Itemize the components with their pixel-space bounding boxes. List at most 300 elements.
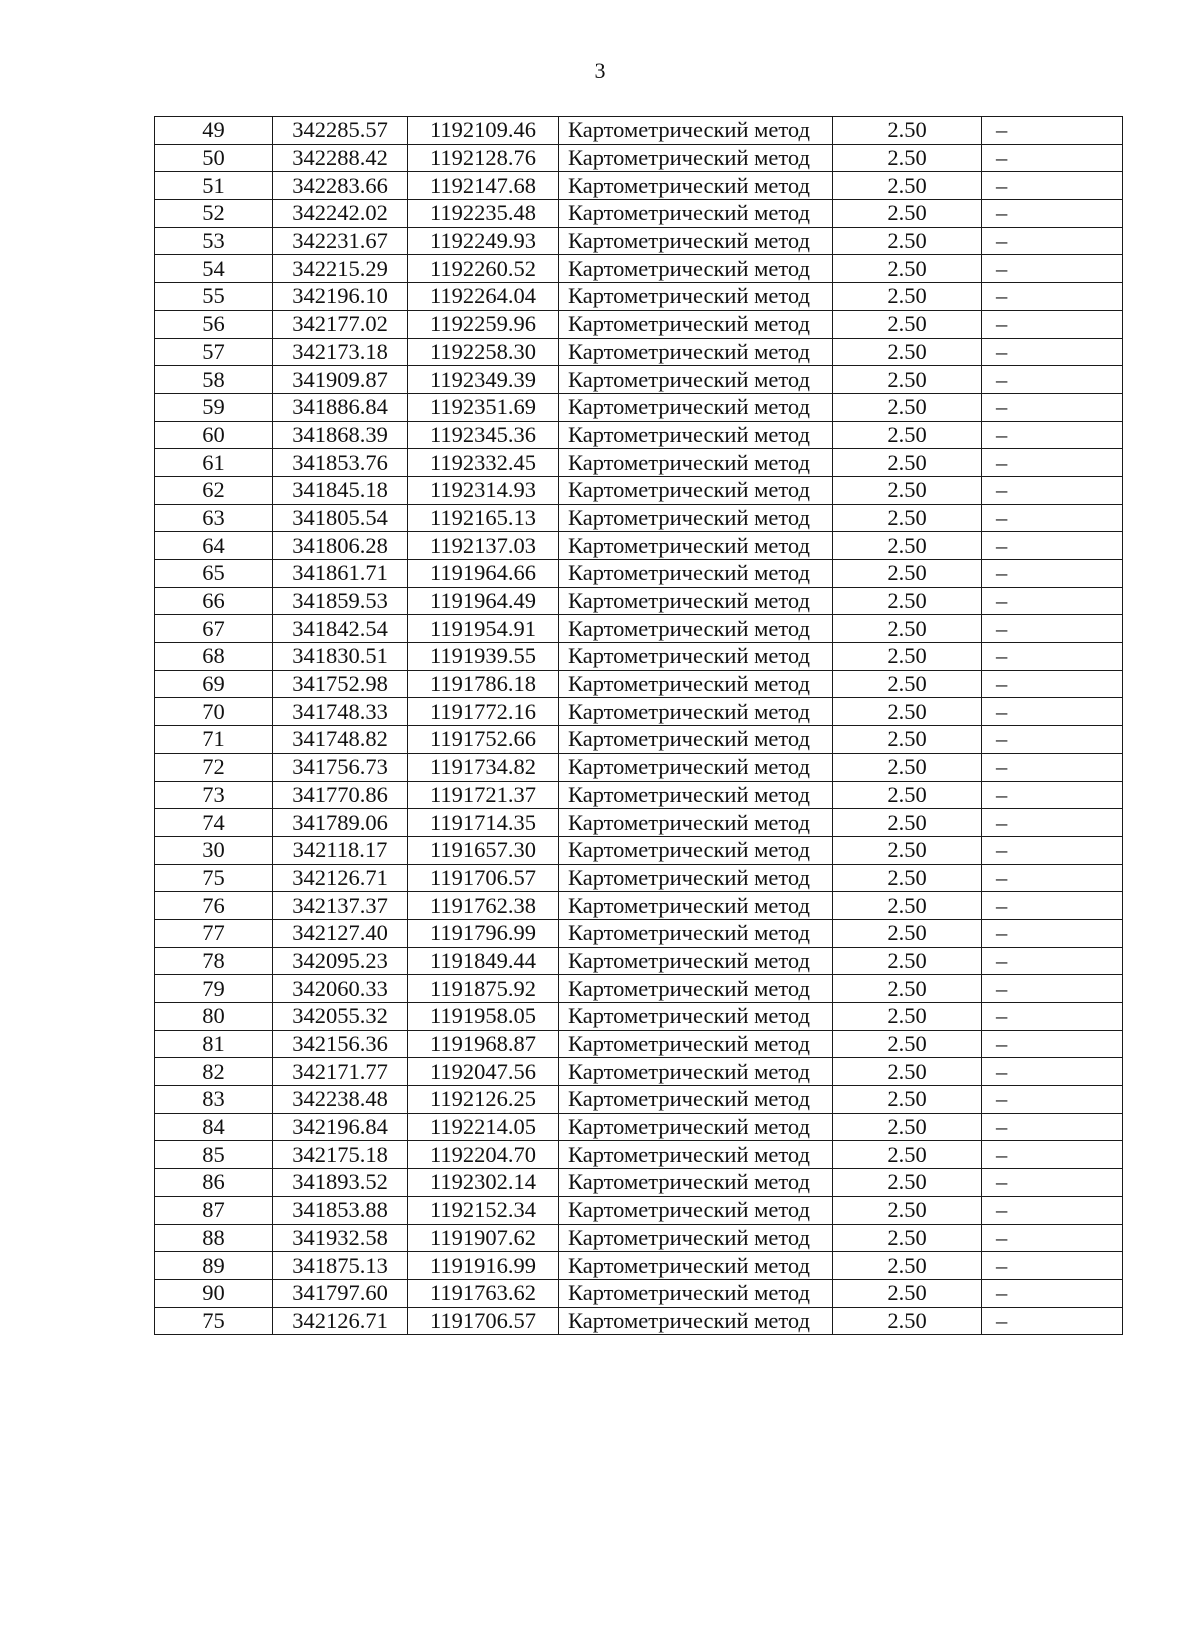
- point-number-cell: 63: [155, 504, 273, 532]
- description-cell: –: [982, 338, 1123, 366]
- accuracy-cell: 2.50: [833, 753, 982, 781]
- method-cell: Картометрический метод: [559, 449, 833, 477]
- coordinates-table: [154, 116, 1123, 1335]
- accuracy-cell: 2.50: [833, 476, 982, 504]
- x-coordinate-cell: 341797.60: [273, 1279, 408, 1307]
- x-coordinate-cell: 342285.57: [273, 117, 408, 145]
- table-row: [155, 1030, 1123, 1058]
- table-row: [155, 1252, 1123, 1280]
- accuracy-cell: 2.50: [833, 144, 982, 172]
- x-coordinate-cell: 342196.84: [273, 1113, 408, 1141]
- x-coordinate-cell: 341842.54: [273, 615, 408, 643]
- accuracy-cell: 2.50: [833, 504, 982, 532]
- description-cell: –: [982, 1030, 1123, 1058]
- point-number-cell: 82: [155, 1058, 273, 1086]
- y-coordinate-cell: 1191763.62: [408, 1279, 559, 1307]
- x-coordinate-cell: 342156.36: [273, 1030, 408, 1058]
- method-cell: Картометрический метод: [559, 310, 833, 338]
- method-cell: Картометрический метод: [559, 144, 833, 172]
- table-row: [155, 117, 1123, 145]
- description-cell: –: [982, 366, 1123, 394]
- description-cell: –: [982, 809, 1123, 837]
- accuracy-cell: 2.50: [833, 864, 982, 892]
- y-coordinate-cell: 1192047.56: [408, 1058, 559, 1086]
- description-cell: –: [982, 975, 1123, 1003]
- method-cell: Картометрический метод: [559, 643, 833, 671]
- description-cell: –: [982, 504, 1123, 532]
- y-coordinate-cell: 1191875.92: [408, 975, 559, 1003]
- point-number-cell: 89: [155, 1252, 273, 1280]
- point-number-cell: 49: [155, 117, 273, 145]
- y-coordinate-cell: 1192259.96: [408, 310, 559, 338]
- point-number-cell: 80: [155, 1003, 273, 1031]
- method-cell: Картометрический метод: [559, 615, 833, 643]
- description-cell: –: [982, 1169, 1123, 1197]
- x-coordinate-cell: 341861.71: [273, 560, 408, 588]
- table-row: [155, 338, 1123, 366]
- method-cell: Картометрический метод: [559, 919, 833, 947]
- point-number-cell: 59: [155, 393, 273, 421]
- x-coordinate-cell: 342126.71: [273, 1307, 408, 1335]
- point-number-cell: 88: [155, 1224, 273, 1252]
- point-number-cell: 56: [155, 310, 273, 338]
- description-cell: –: [982, 1003, 1123, 1031]
- table-row: [155, 1003, 1123, 1031]
- x-coordinate-cell: 342060.33: [273, 975, 408, 1003]
- description-cell: –: [982, 117, 1123, 145]
- method-cell: Картометрический метод: [559, 476, 833, 504]
- method-cell: Картометрический метод: [559, 836, 833, 864]
- x-coordinate-cell: 342288.42: [273, 144, 408, 172]
- x-coordinate-cell: 341748.33: [273, 698, 408, 726]
- method-cell: Картометрический метод: [559, 726, 833, 754]
- x-coordinate-cell: 342171.77: [273, 1058, 408, 1086]
- description-cell: –: [982, 449, 1123, 477]
- point-number-cell: 69: [155, 670, 273, 698]
- y-coordinate-cell: 1191734.82: [408, 753, 559, 781]
- method-cell: Картометрический метод: [559, 670, 833, 698]
- x-coordinate-cell: 342215.29: [273, 255, 408, 283]
- accuracy-cell: 2.50: [833, 255, 982, 283]
- point-number-cell: 30: [155, 836, 273, 864]
- y-coordinate-cell: 1191721.37: [408, 781, 559, 809]
- accuracy-cell: 2.50: [833, 698, 982, 726]
- description-cell: –: [982, 532, 1123, 560]
- accuracy-cell: 2.50: [833, 1141, 982, 1169]
- point-number-cell: 78: [155, 947, 273, 975]
- description-cell: –: [982, 1279, 1123, 1307]
- point-number-cell: 62: [155, 476, 273, 504]
- point-number-cell: 75: [155, 1307, 273, 1335]
- x-coordinate-cell: 341748.82: [273, 726, 408, 754]
- table-row: [155, 1086, 1123, 1114]
- y-coordinate-cell: 1191958.05: [408, 1003, 559, 1031]
- point-number-cell: 50: [155, 144, 273, 172]
- page-number: 3: [594, 58, 606, 83]
- accuracy-cell: 2.50: [833, 1307, 982, 1335]
- table-row: [155, 560, 1123, 588]
- x-coordinate-cell: 342055.32: [273, 1003, 408, 1031]
- table-row: [155, 1279, 1123, 1307]
- table-row: [155, 200, 1123, 228]
- point-number-cell: 54: [155, 255, 273, 283]
- method-cell: Картометрический метод: [559, 1058, 833, 1086]
- y-coordinate-cell: 1192147.68: [408, 172, 559, 200]
- table-row: [155, 836, 1123, 864]
- x-coordinate-cell: 341752.98: [273, 670, 408, 698]
- point-number-cell: 81: [155, 1030, 273, 1058]
- accuracy-cell: 2.50: [833, 1169, 982, 1197]
- y-coordinate-cell: 1192332.45: [408, 449, 559, 477]
- method-cell: Картометрический метод: [559, 172, 833, 200]
- point-number-cell: 53: [155, 227, 273, 255]
- table-row: [155, 1113, 1123, 1141]
- description-cell: –: [982, 947, 1123, 975]
- accuracy-cell: 2.50: [833, 1003, 982, 1031]
- method-cell: Картометрический метод: [559, 255, 833, 283]
- method-cell: Картометрический метод: [559, 1003, 833, 1031]
- coordinates-table-body: [155, 117, 1123, 1335]
- point-number-cell: 51: [155, 172, 273, 200]
- y-coordinate-cell: 1192260.52: [408, 255, 559, 283]
- table-row: [155, 615, 1123, 643]
- point-number-cell: 64: [155, 532, 273, 560]
- point-number-cell: 68: [155, 643, 273, 671]
- y-coordinate-cell: 1191786.18: [408, 670, 559, 698]
- x-coordinate-cell: 342238.48: [273, 1086, 408, 1114]
- y-coordinate-cell: 1192351.69: [408, 393, 559, 421]
- method-cell: Картометрический метод: [559, 864, 833, 892]
- y-coordinate-cell: 1191772.16: [408, 698, 559, 726]
- table-row: [155, 1224, 1123, 1252]
- description-cell: –: [982, 1252, 1123, 1280]
- table-row: [155, 809, 1123, 837]
- accuracy-cell: 2.50: [833, 338, 982, 366]
- accuracy-cell: 2.50: [833, 947, 982, 975]
- point-number-cell: 85: [155, 1141, 273, 1169]
- description-cell: –: [982, 1224, 1123, 1252]
- y-coordinate-cell: 1191706.57: [408, 1307, 559, 1335]
- y-coordinate-cell: 1191916.99: [408, 1252, 559, 1280]
- y-coordinate-cell: 1192258.30: [408, 338, 559, 366]
- accuracy-cell: 2.50: [833, 1252, 982, 1280]
- accuracy-cell: 2.50: [833, 1224, 982, 1252]
- description-cell: –: [982, 1058, 1123, 1086]
- y-coordinate-cell: 1192165.13: [408, 504, 559, 532]
- table-row: [155, 670, 1123, 698]
- method-cell: Картометрический метод: [559, 1030, 833, 1058]
- y-coordinate-cell: 1191964.49: [408, 587, 559, 615]
- accuracy-cell: 2.50: [833, 310, 982, 338]
- method-cell: Картометрический метод: [559, 1224, 833, 1252]
- method-cell: Картометрический метод: [559, 393, 833, 421]
- point-number-cell: 75: [155, 864, 273, 892]
- table-row: [155, 947, 1123, 975]
- accuracy-cell: 2.50: [833, 283, 982, 311]
- description-cell: –: [982, 560, 1123, 588]
- y-coordinate-cell: 1191939.55: [408, 643, 559, 671]
- y-coordinate-cell: 1191706.57: [408, 864, 559, 892]
- x-coordinate-cell: 341805.54: [273, 504, 408, 532]
- method-cell: Картометрический метод: [559, 587, 833, 615]
- table-row: [155, 172, 1123, 200]
- method-cell: Картометрический метод: [559, 532, 833, 560]
- point-number-cell: 73: [155, 781, 273, 809]
- accuracy-cell: 2.50: [833, 172, 982, 200]
- y-coordinate-cell: 1192137.03: [408, 532, 559, 560]
- table-row: [155, 726, 1123, 754]
- method-cell: Картометрический метод: [559, 421, 833, 449]
- accuracy-cell: 2.50: [833, 1279, 982, 1307]
- table-row: [155, 1058, 1123, 1086]
- accuracy-cell: 2.50: [833, 670, 982, 698]
- y-coordinate-cell: 1191657.30: [408, 836, 559, 864]
- description-cell: –: [982, 781, 1123, 809]
- table-row: [155, 919, 1123, 947]
- accuracy-cell: 2.50: [833, 1058, 982, 1086]
- x-coordinate-cell: 341853.76: [273, 449, 408, 477]
- accuracy-cell: 2.50: [833, 449, 982, 477]
- method-cell: Картометрический метод: [559, 975, 833, 1003]
- point-number-cell: 67: [155, 615, 273, 643]
- x-coordinate-cell: 342173.18: [273, 338, 408, 366]
- y-coordinate-cell: 1192109.46: [408, 117, 559, 145]
- point-number-cell: 58: [155, 366, 273, 394]
- description-cell: –: [982, 643, 1123, 671]
- accuracy-cell: 2.50: [833, 200, 982, 228]
- x-coordinate-cell: 342137.37: [273, 892, 408, 920]
- description-cell: –: [982, 698, 1123, 726]
- x-coordinate-cell: 342126.71: [273, 864, 408, 892]
- method-cell: Картометрический метод: [559, 1279, 833, 1307]
- method-cell: Картометрический метод: [559, 753, 833, 781]
- accuracy-cell: 2.50: [833, 643, 982, 671]
- accuracy-cell: 2.50: [833, 1086, 982, 1114]
- y-coordinate-cell: 1192126.25: [408, 1086, 559, 1114]
- method-cell: Картометрический метод: [559, 698, 833, 726]
- table-row: [155, 753, 1123, 781]
- point-number-cell: 90: [155, 1279, 273, 1307]
- table-row: [155, 1196, 1123, 1224]
- method-cell: Картометрический метод: [559, 781, 833, 809]
- point-number-cell: 55: [155, 283, 273, 311]
- point-number-cell: 84: [155, 1113, 273, 1141]
- x-coordinate-cell: 341909.87: [273, 366, 408, 394]
- x-coordinate-cell: 342127.40: [273, 919, 408, 947]
- y-coordinate-cell: 1192214.05: [408, 1113, 559, 1141]
- method-cell: Картометрический метод: [559, 504, 833, 532]
- description-cell: –: [982, 919, 1123, 947]
- description-cell: –: [982, 892, 1123, 920]
- x-coordinate-cell: 342283.66: [273, 172, 408, 200]
- x-coordinate-cell: 342175.18: [273, 1141, 408, 1169]
- x-coordinate-cell: 341893.52: [273, 1169, 408, 1197]
- method-cell: Картометрический метод: [559, 338, 833, 366]
- table-row: [155, 393, 1123, 421]
- description-cell: –: [982, 144, 1123, 172]
- x-coordinate-cell: 342231.67: [273, 227, 408, 255]
- table-row: [155, 366, 1123, 394]
- y-coordinate-cell: 1191954.91: [408, 615, 559, 643]
- table-row: [155, 283, 1123, 311]
- table-row: [155, 643, 1123, 671]
- description-cell: –: [982, 615, 1123, 643]
- description-cell: –: [982, 864, 1123, 892]
- table-row: [155, 449, 1123, 477]
- method-cell: Картометрический метод: [559, 560, 833, 588]
- point-number-cell: 70: [155, 698, 273, 726]
- description-cell: –: [982, 1113, 1123, 1141]
- accuracy-cell: 2.50: [833, 366, 982, 394]
- point-number-cell: 72: [155, 753, 273, 781]
- description-cell: –: [982, 227, 1123, 255]
- method-cell: Картометрический метод: [559, 227, 833, 255]
- y-coordinate-cell: 1192152.34: [408, 1196, 559, 1224]
- method-cell: Картометрический метод: [559, 1141, 833, 1169]
- description-cell: –: [982, 421, 1123, 449]
- point-number-cell: 57: [155, 338, 273, 366]
- x-coordinate-cell: 341845.18: [273, 476, 408, 504]
- y-coordinate-cell: 1191968.87: [408, 1030, 559, 1058]
- table-row: [155, 781, 1123, 809]
- accuracy-cell: 2.50: [833, 1196, 982, 1224]
- description-cell: –: [982, 587, 1123, 615]
- description-cell: –: [982, 1307, 1123, 1335]
- description-cell: –: [982, 1086, 1123, 1114]
- table-row: [155, 532, 1123, 560]
- point-number-cell: 71: [155, 726, 273, 754]
- x-coordinate-cell: 342118.17: [273, 836, 408, 864]
- method-cell: Картометрический метод: [559, 1307, 833, 1335]
- x-coordinate-cell: 341932.58: [273, 1224, 408, 1252]
- accuracy-cell: 2.50: [833, 421, 982, 449]
- method-cell: Картометрический метод: [559, 892, 833, 920]
- point-number-cell: 79: [155, 975, 273, 1003]
- description-cell: –: [982, 726, 1123, 754]
- y-coordinate-cell: 1192314.93: [408, 476, 559, 504]
- y-coordinate-cell: 1191752.66: [408, 726, 559, 754]
- point-number-cell: 86: [155, 1169, 273, 1197]
- accuracy-cell: 2.50: [833, 892, 982, 920]
- accuracy-cell: 2.50: [833, 836, 982, 864]
- accuracy-cell: 2.50: [833, 1030, 982, 1058]
- y-coordinate-cell: 1192345.36: [408, 421, 559, 449]
- table-row: [155, 255, 1123, 283]
- point-number-cell: 52: [155, 200, 273, 228]
- y-coordinate-cell: 1192235.48: [408, 200, 559, 228]
- accuracy-cell: 2.50: [833, 919, 982, 947]
- method-cell: Картометрический метод: [559, 1113, 833, 1141]
- y-coordinate-cell: 1191714.35: [408, 809, 559, 837]
- y-coordinate-cell: 1192204.70: [408, 1141, 559, 1169]
- table-row: [155, 504, 1123, 532]
- table-row: [155, 975, 1123, 1003]
- accuracy-cell: 2.50: [833, 560, 982, 588]
- table-row: [155, 1141, 1123, 1169]
- x-coordinate-cell: 341886.84: [273, 393, 408, 421]
- y-coordinate-cell: 1191849.44: [408, 947, 559, 975]
- method-cell: Картометрический метод: [559, 117, 833, 145]
- point-number-cell: 60: [155, 421, 273, 449]
- table-row: [155, 1307, 1123, 1335]
- table-row: [155, 310, 1123, 338]
- point-number-cell: 65: [155, 560, 273, 588]
- method-cell: Картометрический метод: [559, 1169, 833, 1197]
- accuracy-cell: 2.50: [833, 615, 982, 643]
- x-coordinate-cell: 341806.28: [273, 532, 408, 560]
- accuracy-cell: 2.50: [833, 117, 982, 145]
- y-coordinate-cell: 1191762.38: [408, 892, 559, 920]
- y-coordinate-cell: 1192349.39: [408, 366, 559, 394]
- x-coordinate-cell: 342196.10: [273, 283, 408, 311]
- table-row: [155, 864, 1123, 892]
- description-cell: –: [982, 283, 1123, 311]
- accuracy-cell: 2.50: [833, 587, 982, 615]
- x-coordinate-cell: 342095.23: [273, 947, 408, 975]
- method-cell: Картометрический метод: [559, 1086, 833, 1114]
- table-row: [155, 587, 1123, 615]
- point-number-cell: 76: [155, 892, 273, 920]
- accuracy-cell: 2.50: [833, 781, 982, 809]
- table-row: [155, 698, 1123, 726]
- table-row: [155, 1169, 1123, 1197]
- description-cell: –: [982, 172, 1123, 200]
- table-row: [155, 892, 1123, 920]
- accuracy-cell: 2.50: [833, 532, 982, 560]
- description-cell: –: [982, 670, 1123, 698]
- description-cell: –: [982, 393, 1123, 421]
- x-coordinate-cell: 341830.51: [273, 643, 408, 671]
- description-cell: –: [982, 310, 1123, 338]
- x-coordinate-cell: 341789.06: [273, 809, 408, 837]
- table-row: [155, 421, 1123, 449]
- y-coordinate-cell: 1192302.14: [408, 1169, 559, 1197]
- accuracy-cell: 2.50: [833, 726, 982, 754]
- method-cell: Картометрический метод: [559, 809, 833, 837]
- accuracy-cell: 2.50: [833, 393, 982, 421]
- description-cell: –: [982, 753, 1123, 781]
- method-cell: Картометрический метод: [559, 283, 833, 311]
- method-cell: Картометрический метод: [559, 366, 833, 394]
- description-cell: –: [982, 1196, 1123, 1224]
- x-coordinate-cell: 341875.13: [273, 1252, 408, 1280]
- accuracy-cell: 2.50: [833, 809, 982, 837]
- table-row: [155, 227, 1123, 255]
- y-coordinate-cell: 1192128.76: [408, 144, 559, 172]
- x-coordinate-cell: 342177.02: [273, 310, 408, 338]
- x-coordinate-cell: 341770.86: [273, 781, 408, 809]
- method-cell: Картометрический метод: [559, 947, 833, 975]
- accuracy-cell: 2.50: [833, 975, 982, 1003]
- table-row: [155, 144, 1123, 172]
- description-cell: –: [982, 836, 1123, 864]
- point-number-cell: 61: [155, 449, 273, 477]
- method-cell: Картометрический метод: [559, 200, 833, 228]
- y-coordinate-cell: 1192249.93: [408, 227, 559, 255]
- point-number-cell: 83: [155, 1086, 273, 1114]
- y-coordinate-cell: 1191907.62: [408, 1224, 559, 1252]
- y-coordinate-cell: 1192264.04: [408, 283, 559, 311]
- x-coordinate-cell: 341756.73: [273, 753, 408, 781]
- accuracy-cell: 2.50: [833, 227, 982, 255]
- y-coordinate-cell: 1191796.99: [408, 919, 559, 947]
- method-cell: Картометрический метод: [559, 1196, 833, 1224]
- y-coordinate-cell: 1191964.66: [408, 560, 559, 588]
- description-cell: –: [982, 1141, 1123, 1169]
- method-cell: Картометрический метод: [559, 1252, 833, 1280]
- accuracy-cell: 2.50: [833, 1113, 982, 1141]
- point-number-cell: 66: [155, 587, 273, 615]
